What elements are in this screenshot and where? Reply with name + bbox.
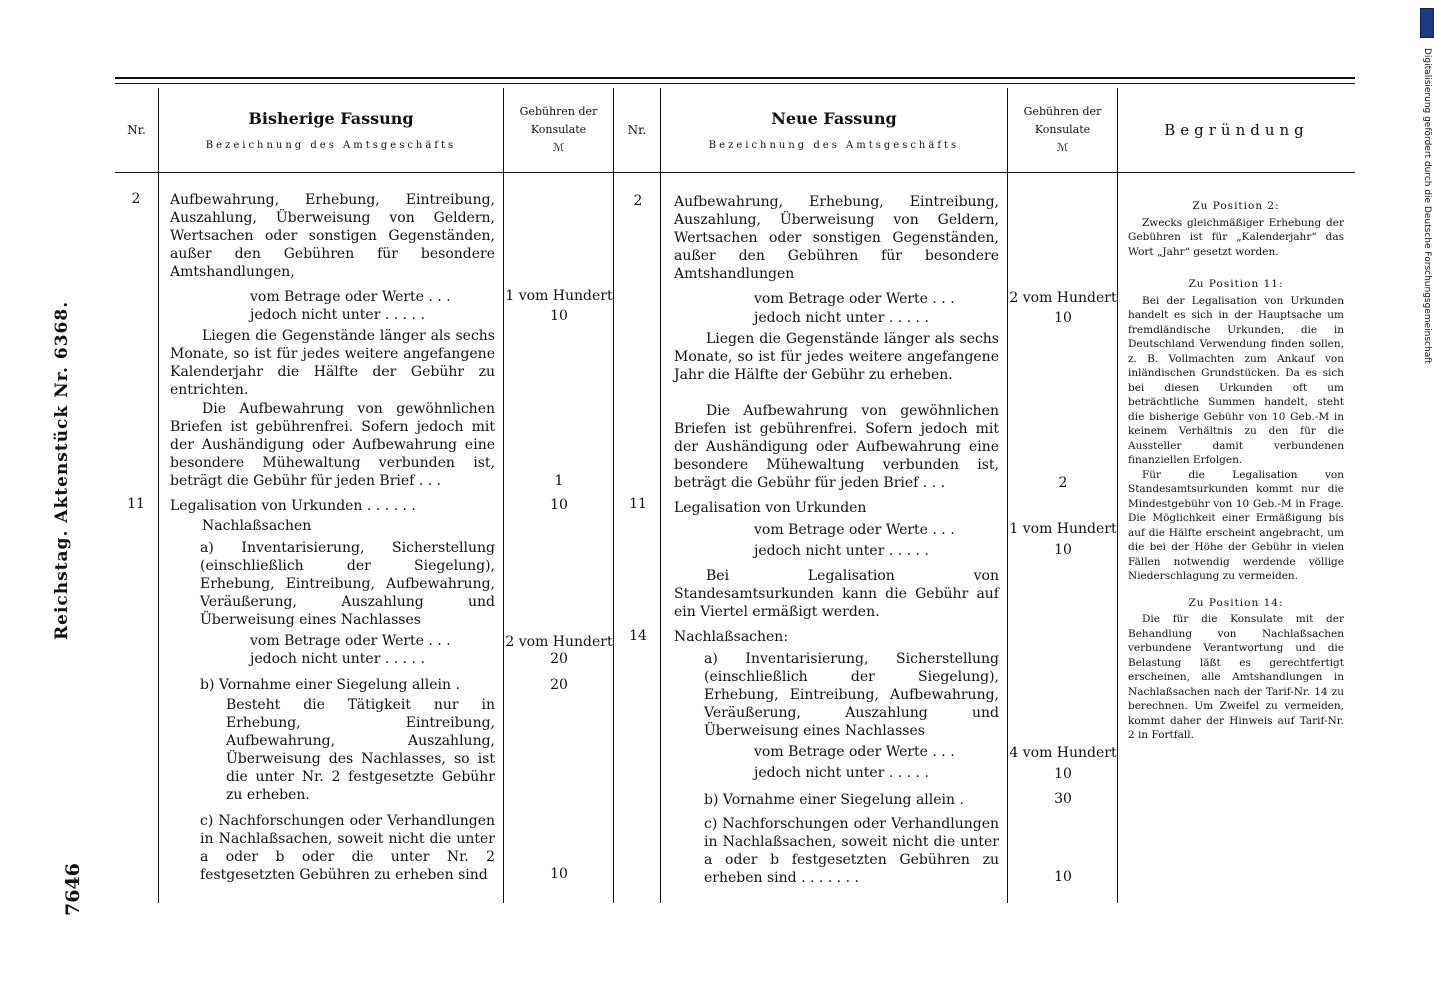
new-item-11-standes: Bei Legalisation von Standesamtsurkunden kann die Gebühr auf ein Viertel ermäßigt werden. (674, 568, 999, 620)
new-item-a: a) Inventarisierung, Sicherstellung (einschließlich der Siegelung), Erhebung, Eintreibung, Aufbewahrung, Veräußerung, Auszahlung und Überweisung eines Nachlasses (704, 651, 999, 739)
new-item-a-unter: jedoch nicht unter . . . . . (754, 765, 929, 781)
old-item-b: b) Vornahme einer Siegelung allein . (200, 677, 460, 693)
new-title: Neue Fassung (771, 109, 897, 128)
divider (158, 172, 159, 903)
begr-pos14: Die für die Konsulate mit der Behandlung von Nachlaßsachen verbundene Verantwortung und die Belastung läßt es gerechtfertigt erscheinen, alle Amtshandlungen in Nachlaßsachen nach der Tarif-Nr. 14 zu berechnen. Um Zweifel zu vermeiden, kommt daher der Hinweis auf Tarif-Nr. 2 in Fortfall. (1128, 613, 1344, 741)
old-item-a-betrag: vom Betrage oder Werte . . . (250, 633, 451, 649)
new-item-2-unter: jedoch nicht unter . . . . . (754, 310, 929, 326)
new-nachlass: Nachlaßsachen: (674, 629, 789, 645)
top-rule (115, 77, 1355, 79)
new-fee-2-unter: 10 (1054, 310, 1072, 326)
old-subtitle: Bezeichnung des Amtsgeschäfts (205, 140, 457, 151)
old-item-b-besteht: Besteht die Tätigkeit nur in Erhebung, Eintreibung, Aufbewahrung, Auszahlung, Überweisung des Nachlasses, so ist die unter Nr. 2 festgesetzte Gebühr zu erheben. (226, 697, 495, 803)
old-fee-c: 10 (550, 866, 568, 882)
old-item-a-unter: jedoch nicht unter . . . . . (250, 651, 425, 667)
old-nachlass: Nachlaßsachen (202, 518, 312, 534)
top-rule-thin (115, 83, 1355, 84)
old-fee-b: 20 (550, 677, 568, 693)
old-fee-2-unter: 10 (550, 308, 568, 324)
new-item-c: c) Nachforschungen oder Verhandlungen in Nachlaßsachen, soweit nicht die unter a oder b festgesetzten Gebühren zu erheben sind . . . . . . . (704, 816, 999, 886)
new-fee-b: 30 (1054, 791, 1072, 807)
old-fee-a-betrag: 2 vom Hundert (505, 634, 613, 650)
new-nr-2: 2 (633, 193, 643, 209)
digitization-note: Digitalisierung gefördert durch die Deutsche Forschungsgemeinschaft (1422, 48, 1432, 364)
begr-heading-pos11: Zu Position 11: (1188, 278, 1284, 290)
new-item-2-betrag: vom Betrage oder Werte . . . (754, 291, 955, 307)
old-item-2-liegen: Liegen die Gegenstände länger als sechs Monate, so ist für jedes weitere angefangene Kalenderjahr die Hälfte der Gebühr zu entrichten. (170, 328, 495, 398)
old-item-2: Aufbewahrung, Erhebung, Eintreibung, Auszahlung, Überweisung von Geldern, Wertsachen oder sonstigen Gegenständen, außer den Gebühren für besondere Amtshandlungen, (170, 192, 495, 280)
new-fee-11-betrag: 1 vom Hundert (1009, 521, 1117, 537)
new-item-11-betrag: vom Betrage oder Werte . . . (754, 522, 955, 538)
header-fee-old: Gebühren der Konsulate ℳ (519, 105, 598, 154)
old-item-a: a) Inventarisierung, Sicherstellung (einschließlich der Siegelung), Erhebung, Eintreibung, Aufbewahrung, Veräußerung, Auszahlung und Überweisung eines Nachlasses (200, 540, 495, 628)
divider (613, 88, 614, 903)
new-fee-2-brief: 2 (1058, 475, 1068, 491)
old-title: Bisherige Fassung (248, 109, 414, 128)
old-item-2-brief: Die Aufbewahrung von gewöhnlichen Briefen ist gebührenfrei. Sofern jedoch mit der Aushändigung oder Aufbewahrung eine besondere Mühewaltung verbunden ist, beträgt die Gebühr für jeden Brief . . . (170, 401, 495, 489)
divider (660, 172, 661, 903)
new-item-2-brief: Die Aufbewahrung von gewöhnlichen Briefen ist gebührenfrei. Sofern jedoch mit der Aushändigung oder Aufbewahrung eine besondere Mühewaltung verbunden ist, beträgt die Gebühr für jeden Brief . . . (674, 403, 999, 491)
old-fee-2-brief: 1 (554, 473, 564, 489)
new-fee-a-betrag: 4 vom Hundert (1009, 745, 1117, 761)
new-item-a-betrag: vom Betrage oder Werte . . . (754, 744, 955, 760)
old-fee-a-unter: 20 (550, 651, 568, 667)
old-item-2-unter: jedoch nicht unter . . . . . (250, 307, 425, 323)
begr-pos2: Zwecks gleichmäßiger Erhebung der Gebühren ist für „Kalenderjahr“ das Wort „Jahr“ gesetzt worden. (1128, 216, 1344, 258)
new-nr-11: 11 (629, 496, 647, 512)
header-nr-new: Nr. (627, 123, 647, 137)
old-item-2-betrag: vom Betrage oder Werte . . . (250, 289, 451, 305)
new-item-2: Aufbewahrung, Erhebung, Eintreibung, Auszahlung, Überweisung von Geldern, Wertsachen oder sonstigen Gegenständen, außer den Gebühren für besondere Amtshandlungen (674, 194, 999, 282)
old-fee-2-betrag: 1 vom Hundert (505, 288, 613, 304)
divider (503, 88, 504, 903)
old-fee-11: 10 (550, 497, 568, 513)
old-item-11: Legalisation von Urkunden . . . . . . (170, 498, 416, 514)
begr-heading-pos2: Zu Position 2: (1192, 200, 1280, 212)
new-item-11-unter: jedoch nicht unter . . . . . (754, 543, 929, 559)
old-item-c: c) Nachforschungen oder Verhandlungen in Nachlaßsachen, soweit nicht die unter a oder b oder die unter Nr. 2 festgesetzten Gebühren zu erheben sind (200, 813, 495, 883)
new-subtitle: Bezeichnung des Amtsgeschäfts (708, 140, 960, 151)
new-fee-2-betrag: 2 vom Hundert (1009, 290, 1117, 306)
begr-pos11-a: Bei der Legalisation von Urkunden handelt es sich in der Hauptsache um fremdländische Urkunden, die in Deutschland Verwendung finden sollen, z. B. Vollmachten zum Ankauf von inländischen Grundstücken. Da es sich bei diesen Urkunden oft um beträchtliche Summen handelt, steht die bisherige Gebühr von 10 Geb.-M in keinem Verhältnis zu den für die Aussteller damit verbundenen finanziellen Erfolgen. (1128, 294, 1344, 466)
header-begruendung: Begründung (1164, 121, 1309, 139)
new-fee-c: 10 (1054, 869, 1072, 885)
new-nr-14: 14 (629, 628, 647, 644)
new-fee-11-unter: 10 (1054, 542, 1072, 558)
new-item-b: b) Vornahme einer Siegelung allein . (704, 792, 964, 808)
old-nr-11: 11 (127, 496, 145, 512)
new-item-11: Legalisation von Urkunden (674, 500, 867, 516)
header-fee-new: Gebühren der Konsulate ℳ (1023, 105, 1102, 154)
new-item-2-liegen: Liegen die Gegenstände länger als sechs Monate, so ist für jedes weitere angefangene Jahr die Hälfte der Gebühr zu erheben. (674, 331, 999, 383)
reichstag-margin-label: Reichstag. Aktenstück Nr. 6368. (52, 300, 72, 640)
page-number: 7646 (62, 863, 84, 916)
header-rule (115, 172, 1355, 173)
old-nr-2: 2 (131, 191, 141, 207)
new-fee-a-unter: 10 (1054, 766, 1072, 782)
header-new (661, 88, 1007, 172)
begr-heading-pos14: Zu Position 14: (1188, 596, 1284, 609)
header-nr-old: Nr. (127, 123, 146, 137)
begruendung-text (1128, 197, 1344, 743)
begr-pos11-b: Für die Legalisation von Standesamtsurkunden kommt nur die Mindestgebühr von 10 Geb.-M in Frage. Die Möglichkeit einer Ermäßigung bis auf die Hälfte erscheint angebracht, um die bei der Höhe der Gebühr in vielen Fällen notwendig werdende völlige Niederschlagung zu vermeiden. (1128, 468, 1344, 582)
header-old (159, 88, 503, 172)
